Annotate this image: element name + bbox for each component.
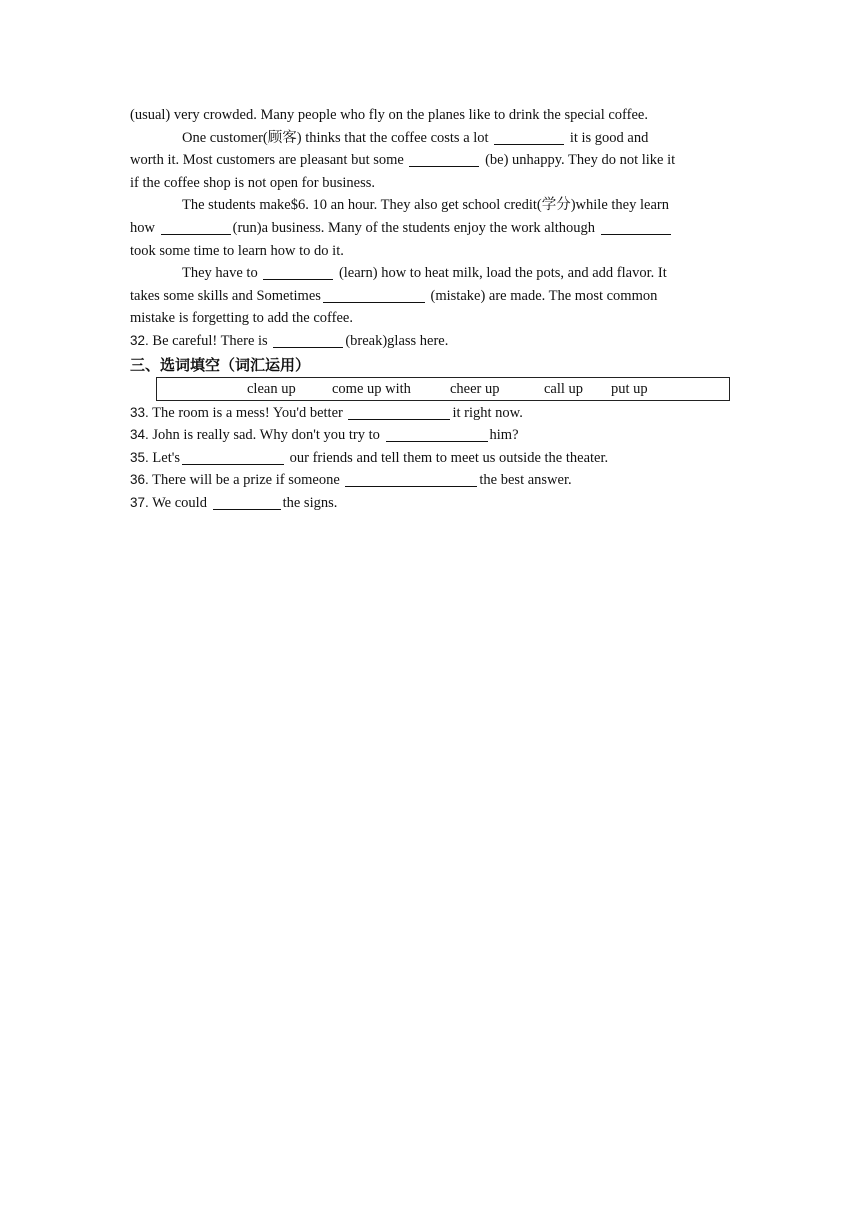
answer-blank[interactable] <box>323 287 425 303</box>
passage-text: mistake is forgetting to add the coffee. <box>130 310 353 327</box>
question-number: 36. <box>130 472 149 488</box>
passage-text: The students make$6. 10 an hour. They also get school credit(学分)while they learn <box>182 197 669 214</box>
passage-line <box>130 194 730 217</box>
word-bank-item: come up with <box>332 380 411 397</box>
question-number: 37. <box>130 494 149 510</box>
passage-line <box>130 285 730 308</box>
question-number: 34. <box>130 427 149 443</box>
answer-blank[interactable] <box>386 426 488 442</box>
question-36 <box>130 469 730 492</box>
passage-text: (learn) how to heat milk, load the pots, and add flavor. It <box>338 265 667 282</box>
question-text: The room is a mess! You'd better <box>152 404 343 421</box>
passage-line <box>130 127 730 150</box>
passage-line <box>130 240 730 263</box>
word-bank-item: put up <box>611 380 648 397</box>
answer-blank[interactable] <box>601 219 671 235</box>
question-text: Let's <box>152 449 180 466</box>
question-text: the best answer. <box>479 472 572 489</box>
section-title: 三、选词填空（词汇运用） <box>130 355 311 374</box>
question-33 <box>130 402 730 425</box>
question-37 <box>130 492 730 515</box>
question-text: the signs. <box>282 494 338 511</box>
passage-line <box>130 307 730 330</box>
word-bank-item: clean up <box>247 380 296 397</box>
answer-blank[interactable] <box>161 219 231 235</box>
question-text: it right now. <box>452 404 523 421</box>
answer-blank[interactable] <box>273 332 343 348</box>
passage-line <box>130 149 730 172</box>
question-34 <box>130 424 730 447</box>
passage-line <box>130 172 730 195</box>
passage-text: how <box>130 219 155 236</box>
passage-text: (usual) very crowded. Many people who fly on the planes like to drink the special coffee. <box>130 107 648 123</box>
passage-text: took some time to learn how to do it. <box>130 242 344 259</box>
question-text: him? <box>489 427 519 444</box>
question-35 <box>130 447 730 470</box>
passage-text: (mistake) are made. The most common <box>430 287 658 304</box>
question-text: our friends and tell them to meet us outside the theater. <box>289 449 609 466</box>
answer-blank[interactable] <box>345 471 477 487</box>
question-text: John is really sad. Why don't you try to <box>152 427 380 444</box>
passage-text: if the coffee shop is not open for business. <box>130 174 375 191</box>
question-text: (break)glass here. <box>345 332 449 349</box>
answer-blank[interactable] <box>494 129 564 145</box>
answer-blank[interactable] <box>263 264 333 280</box>
question-text: There will be a prize if someone <box>152 472 340 489</box>
passage-text: One customer(顾客) thinks that the coffee costs a lot <box>182 129 489 146</box>
word-bank-box <box>156 377 730 401</box>
question-text: Be careful! There is <box>152 332 268 349</box>
passage-line <box>130 262 730 285</box>
question-text: We could <box>152 494 207 511</box>
passage-text: (run)a business. Many of the students enjoy the work although <box>232 219 596 236</box>
answer-blank[interactable] <box>348 404 450 420</box>
question-32 <box>130 330 730 353</box>
passage-text: worth it. Most customers are pleasant but some <box>130 152 404 169</box>
question-number: 35. <box>130 449 149 465</box>
passage-line <box>130 104 730 127</box>
passage-text: (be) unhappy. They do not like it <box>485 152 676 169</box>
passage-text: it is good and <box>569 129 649 146</box>
answer-blank[interactable] <box>182 449 284 465</box>
word-bank-item: call up <box>544 380 584 397</box>
worksheet-page <box>130 104 730 515</box>
question-number: 33. <box>130 404 149 420</box>
passage-line <box>130 217 730 240</box>
passage-text: takes some skills and Sometimes <box>130 287 321 304</box>
question-number: 32. <box>130 332 149 348</box>
passage-text: They have to <box>182 265 258 282</box>
answer-blank[interactable] <box>409 151 479 167</box>
answer-blank[interactable] <box>213 494 281 510</box>
word-bank-item: cheer up <box>450 380 500 397</box>
